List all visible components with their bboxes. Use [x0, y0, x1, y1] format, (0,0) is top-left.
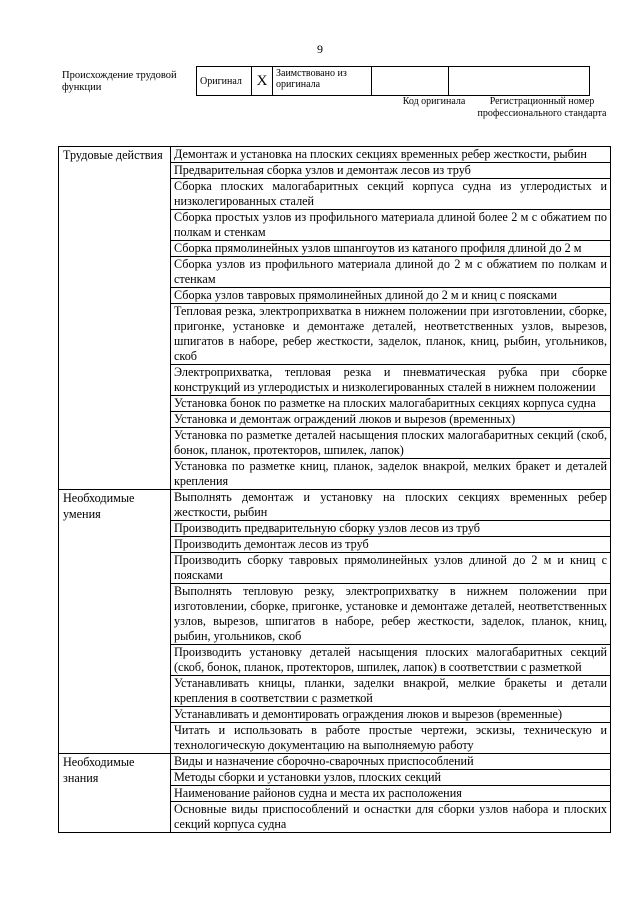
section-item: Предварительная сборка узлов и демонтаж лесов из труб [171, 163, 611, 179]
original-code-cell [372, 67, 449, 96]
section-item: Сборка узлов тавровых прямолинейных длиной до 2 м и книц с поясками [171, 288, 611, 304]
section-item: Наименование районов судна и места их расположения [171, 786, 611, 802]
section-item: Сборка простых узлов из профильного материала длиной более 2 м с обжатием по полкам и стенкам [171, 210, 611, 241]
section-item: Читать и использовать в работе простые чертежи, эскизы, техническую и технологическую документацию на выполняемую работу [171, 723, 611, 754]
section-item: Выполнять тепловую резку, электроприхватку в нижнем положении при изготовлении, сборке, пригонке, установке и демонтаже деталей, неответственных узлов, вырезов, шпигатов в наборе, ребер жесткости, заделок, планок, книц, рыбин, угольников, скоб [171, 584, 611, 645]
section-item: Устанавливать кницы, планки, заделки внакрой, мелкие бракеты и детали крепления в соответствии с разметкой [171, 676, 611, 707]
section-item: Установка по разметке книц, планок, заделок внакрой, мелких бракет и деталей крепления [171, 459, 611, 490]
section-title: Трудовые действия [59, 147, 171, 490]
borrowed-label: Заимствовано из оригинала [273, 67, 372, 96]
section-item: Демонтаж и установка на плоских секциях временных ребер жесткости, рыбин [171, 147, 611, 163]
page-number: 9 [317, 42, 323, 56]
original-label: Оригинал [197, 67, 252, 96]
function-table [58, 146, 611, 833]
section-item: Производить предварительную сборку узлов лесов из труб [171, 521, 611, 537]
section-item: Сборка прямолинейных узлов шпангоутов из катаного профиля длиной до 2 м [171, 241, 611, 257]
reg-number-cell [449, 67, 590, 96]
section-item: Тепловая резка, электроприхватка в нижнем положении при изготовлении, сборке, пригонке, установке и демонтаже деталей, неответственных узлов, вырезов, шпигатов в наборе, ребер жесткости, заделок, планок, книц, рыбин, угольников, скоб [171, 304, 611, 365]
table-row [59, 490, 611, 521]
original-mark: X [252, 67, 273, 96]
section-item: Устанавливать и демонтировать ограждения люков и вырезов (временные) [171, 707, 611, 723]
code-label: Код оригинала [402, 96, 466, 107]
origin-table [196, 66, 590, 96]
section-item: Методы сборки и установки узлов, плоских секций [171, 770, 611, 786]
section-item: Установка по разметке деталей насыщения плоских малогабаритных секций (скоб, бонок, планок, протекторов, шпилек, лапок) [171, 428, 611, 459]
section-item: Основные виды приспособлений и оснастки для сборки узлов набора и плоских секций корпуса судна [171, 802, 611, 833]
origin-label: Происхождение трудовой функции [62, 70, 177, 93]
reg-number-label: Регистрационный номер профессионального стандарта [477, 96, 607, 119]
section-item: Сборка узлов из профильного материала длиной до 2 м с обжатием по полкам и стенкам [171, 257, 611, 288]
section-title: Необходимые умения [59, 490, 171, 754]
section-item: Сборка плоских малогабаритных секций корпуса судна из углеродистых и низколегированных сталей [171, 179, 611, 210]
section-item: Выполнять демонтаж и установку на плоских секциях временных ребер жесткости, рыбин [171, 490, 611, 521]
section-item: Производить демонтаж лесов из труб [171, 537, 611, 553]
section-item: Виды и назначение сборочно-сварочных приспособлений [171, 754, 611, 770]
section-item: Производить сборку тавровых прямолинейных узлов длиной до 2 м и книц с поясками [171, 553, 611, 584]
section-item: Электроприхватка, тепловая резка и пневматическая рубка при сборке конструкций из углеродистых и низколегированных сталей в нижнем положении [171, 365, 611, 396]
section-item: Установка и демонтаж ограждений люков и вырезов (временных) [171, 412, 611, 428]
section-title: Необходимые знания [59, 754, 171, 833]
table-row [59, 147, 611, 163]
section-item: Производить установку деталей насыщения плоских малогабаритных секций (скоб, бонок, планок, протекторов, шпилек, лапок) в соответствии с разметкой [171, 645, 611, 676]
section-item: Установка бонок по разметке на плоских малогабаритных секциях корпуса судна [171, 396, 611, 412]
table-row [59, 754, 611, 770]
